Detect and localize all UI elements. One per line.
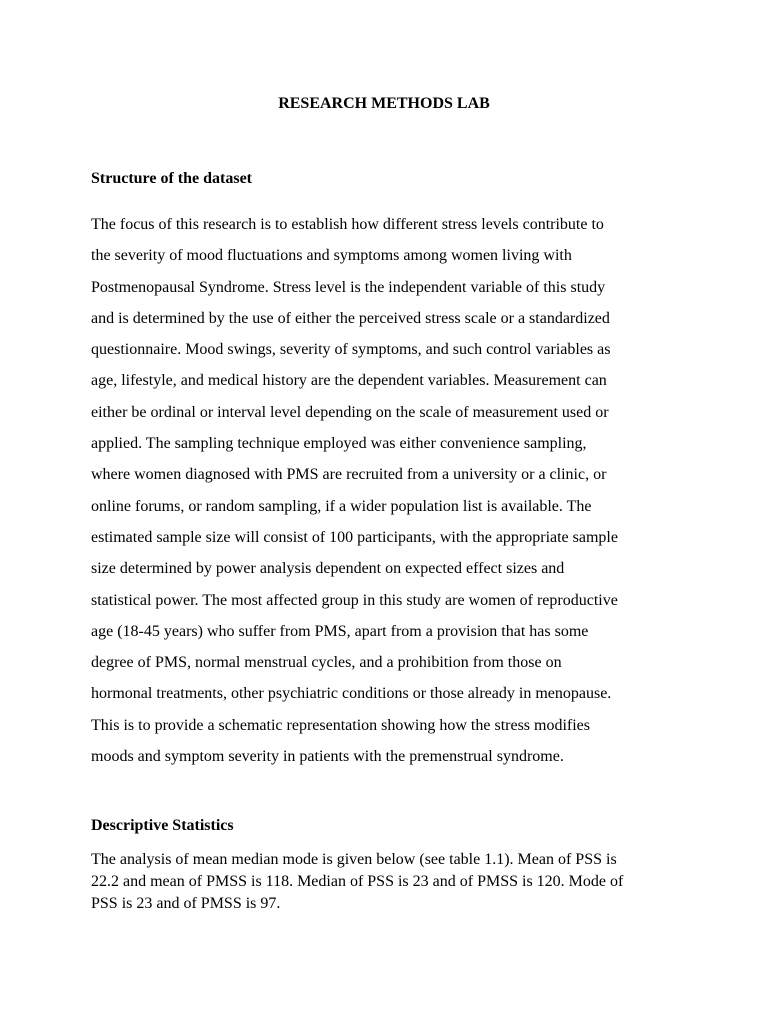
paragraph-line: age, lifestyle, and medical history are the dependent variables. Measurement can xyxy=(91,372,607,390)
paragraph-line: either be ordinal or interval level depending on the scale of measurement used or xyxy=(91,403,609,421)
section-heading-descriptive-statistics: Descriptive Statistics xyxy=(91,817,234,834)
paragraph-line: the severity of mood fluctuations and symptoms among women living with xyxy=(91,247,572,265)
paragraph-line: degree of PMS, normal menstrual cycles, and a prohibition from those on xyxy=(91,654,562,672)
paragraph-line: online forums, or random sampling, if a wider population list is available. The xyxy=(91,497,592,515)
structure-paragraph xyxy=(91,209,691,772)
paragraph-line: This is to provide a schematic representation showing how the stress modifies xyxy=(91,716,591,734)
paragraph-line: size determined by power analysis dependent on expected effect sizes and xyxy=(91,560,565,578)
paragraph-line: statistical power. The most affected group in this study are women of reproductive xyxy=(91,591,618,609)
paragraph-line: moods and symptom severity in patients with the premenstrual syndrome. xyxy=(91,748,564,766)
paragraph-line: 22.2 and mean of PMSS is 118. Median of PSS is 23 and of PMSS is 120. Mode of xyxy=(91,873,624,890)
paragraph-line: age (18-45 years) who suffer from PMS, apart from a provision that has some xyxy=(91,622,589,640)
paragraph-line: applied. The sampling technique employed was either convenience sampling, xyxy=(91,435,587,453)
paragraph-line: questionnaire. Mood swings, severity of symptoms, and such control variables as xyxy=(91,341,611,359)
paragraph-line: estimated sample size will consist of 100 participants, with the appropriate sample xyxy=(91,528,618,546)
paragraph-line: and is determined by the use of either the perceived stress scale or a standardized xyxy=(91,309,610,327)
descriptive-paragraph xyxy=(91,849,691,915)
paragraph-line: The analysis of mean median mode is given below (see table 1.1). Mean of PSS is xyxy=(91,851,617,868)
paragraph-line: Postmenopausal Syndrome. Stress level is the independent variable of this study xyxy=(91,278,606,296)
paragraph-line: PSS is 23 and of PMSS is 97. xyxy=(91,895,281,912)
section-heading-structure: Structure of the dataset xyxy=(91,170,253,187)
paragraph-line: where women diagnosed with PMS are recruited from a university or a clinic, or xyxy=(91,466,607,484)
paragraph-line: The focus of this research is to establish how different stress levels contribute to xyxy=(91,216,604,233)
document-title: RESEARCH METHODS LAB xyxy=(278,95,490,112)
paragraph-line: hormonal treatments, other psychiatric conditions or those already in menopause. xyxy=(91,685,612,703)
